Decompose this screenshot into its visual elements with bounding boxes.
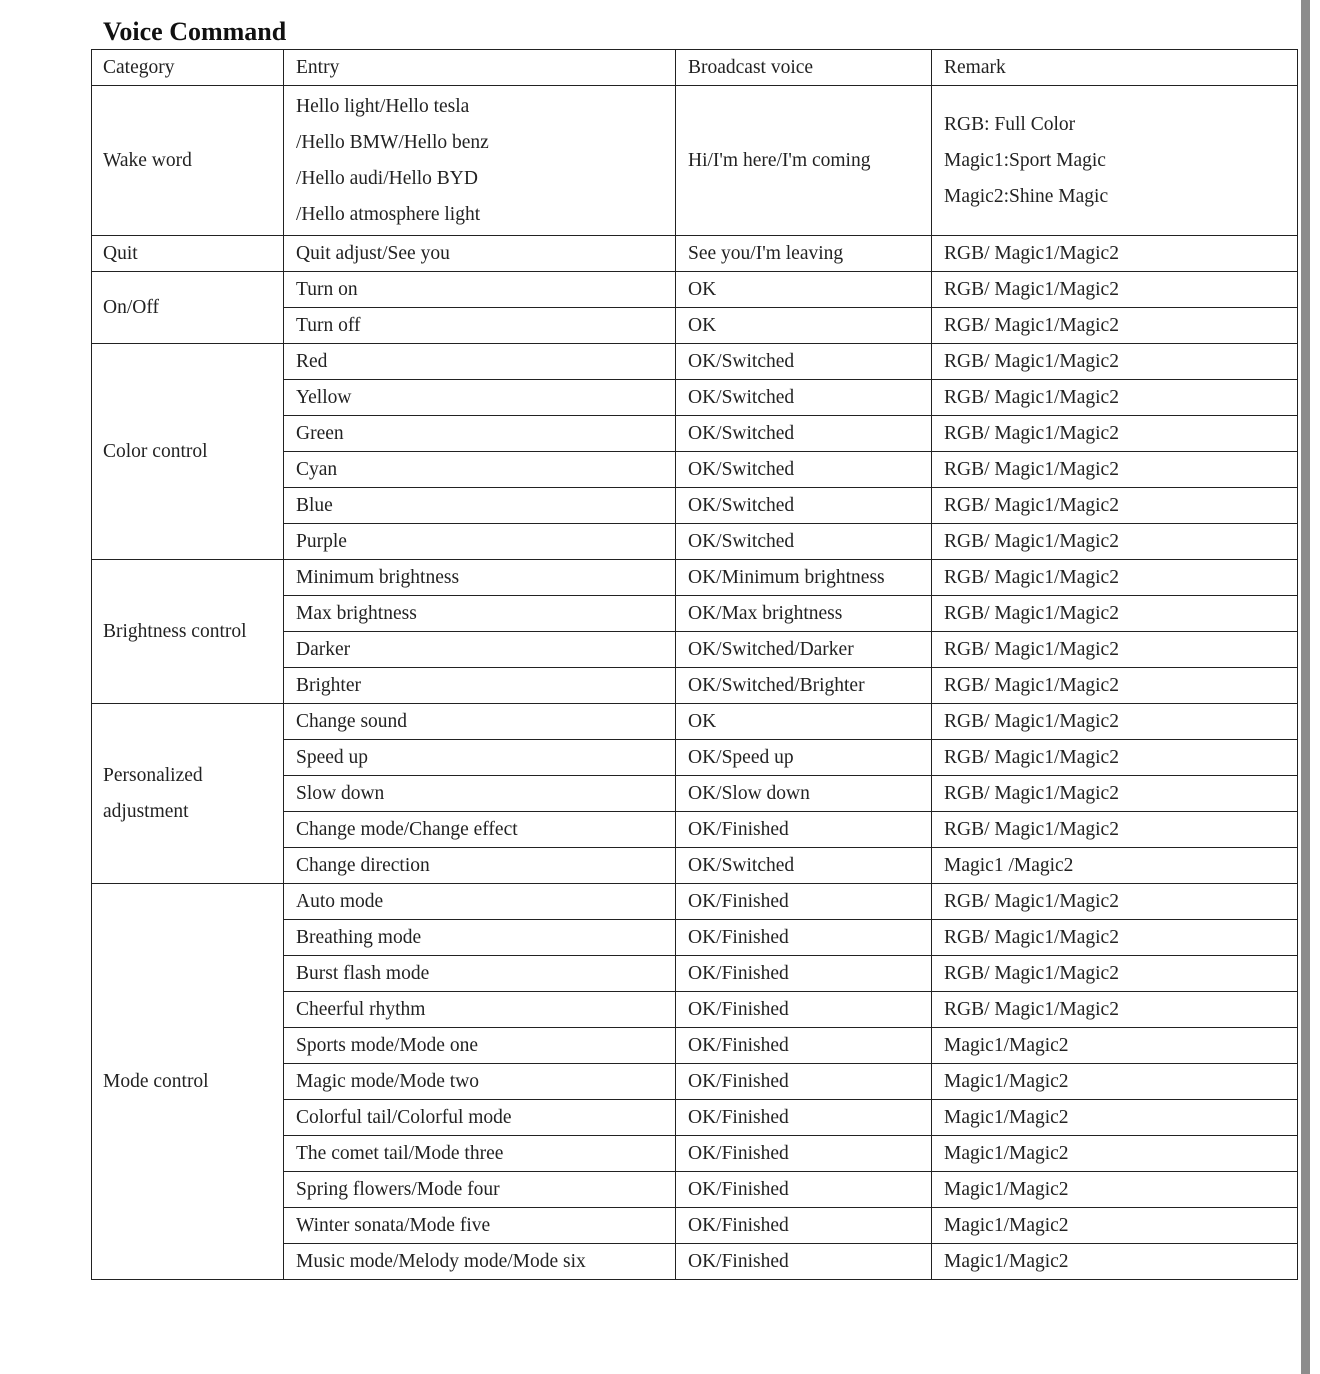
remark-cell: RGB/ Magic1/Magic2 <box>932 992 1298 1028</box>
entry-cell: Breathing mode <box>284 920 676 956</box>
remark-cell: RGB/ Magic1/Magic2 <box>932 560 1298 596</box>
entry-cell: Yellow <box>284 380 676 416</box>
remark-cell: RGB/ Magic1/Magic2 <box>932 344 1298 380</box>
document-title: Voice Command <box>103 17 287 46</box>
entry-cell: Auto mode <box>284 884 676 920</box>
remark-cell: RGB/ Magic1/Magic2 <box>932 308 1298 344</box>
broadcast-voice-cell: OK/Finished <box>676 1028 932 1064</box>
remark-cell: RGB/ Magic1/Magic2 <box>932 956 1298 992</box>
remark-line: Magic2:Shine Magic <box>944 185 1109 207</box>
remark-cell: RGB/ Magic1/Magic2 <box>932 632 1298 668</box>
broadcast-voice-cell: OK/Speed up <box>676 740 932 776</box>
broadcast-voice-cell: OK/Finished <box>676 992 932 1028</box>
entry-cell: Purple <box>284 524 676 560</box>
remark-cell: RGB/ Magic1/Magic2 <box>932 812 1298 848</box>
broadcast-voice-cell: See you/I'm leaving <box>676 236 932 272</box>
remark-cell: Magic1 /Magic2 <box>932 848 1298 884</box>
entry-cell: Music mode/Melody mode/Mode six <box>284 1244 676 1280</box>
broadcast-voice-cell: OK/Finished <box>676 1064 932 1100</box>
broadcast-voice-cell: OK/Switched/Darker <box>676 632 932 668</box>
entry-cell: Magic mode/Mode two <box>284 1064 676 1100</box>
remark-cell: RGB/ Magic1/Magic2 <box>932 596 1298 632</box>
remark-cell: RGB/ Magic1/Magic2 <box>932 668 1298 704</box>
entry-cell: Burst flash mode <box>284 956 676 992</box>
table-row <box>92 86 1298 236</box>
broadcast-voice-cell: OK/Switched <box>676 380 932 416</box>
table-row <box>92 272 1298 308</box>
remark-cell <box>932 86 1298 236</box>
remark-cell: Magic1/Magic2 <box>932 1064 1298 1100</box>
entry-line: /Hello audi/Hello BYD <box>296 167 478 189</box>
header-category: Category <box>92 50 284 86</box>
broadcast-voice-cell: OK/Switched <box>676 488 932 524</box>
remark-cell: Magic1/Magic2 <box>932 1244 1298 1280</box>
category-cell: Quit <box>92 236 284 272</box>
entry-cell: Turn off <box>284 308 676 344</box>
header-broadcast-voice: Broadcast voice <box>676 50 932 86</box>
broadcast-voice-cell: OK/Finished <box>676 920 932 956</box>
broadcast-voice-cell: OK/Finished <box>676 1136 932 1172</box>
voice-command-table <box>91 49 1298 1280</box>
entry-cell: Brighter <box>284 668 676 704</box>
remark-cell: RGB/ Magic1/Magic2 <box>932 704 1298 740</box>
table-row <box>92 704 1298 740</box>
category-cell: Mode control <box>92 884 284 1280</box>
category-line: adjustment <box>103 800 189 822</box>
remark-cell: RGB/ Magic1/Magic2 <box>932 740 1298 776</box>
entry-cell: Max brightness <box>284 596 676 632</box>
remark-cell: Magic1/Magic2 <box>932 1208 1298 1244</box>
broadcast-voice-cell: OK/Finished <box>676 1244 932 1280</box>
table-row <box>92 560 1298 596</box>
remark-cell: RGB/ Magic1/Magic2 <box>932 416 1298 452</box>
entry-cell: Slow down <box>284 776 676 812</box>
entry-line: /Hello BMW/Hello benz <box>296 131 489 153</box>
entry-cell: Spring flowers/Mode four <box>284 1172 676 1208</box>
remark-cell: RGB/ Magic1/Magic2 <box>932 272 1298 308</box>
remark-cell: RGB/ Magic1/Magic2 <box>932 380 1298 416</box>
category-cell: Wake word <box>92 86 284 236</box>
broadcast-voice-cell: OK/Switched <box>676 344 932 380</box>
broadcast-voice-cell: OK/Switched <box>676 848 932 884</box>
broadcast-voice-cell: OK/Minimum brightness <box>676 560 932 596</box>
entry-cell: Colorful tail/Colorful mode <box>284 1100 676 1136</box>
entry-cell: Quit adjust/See you <box>284 236 676 272</box>
entry-cell: Change mode/Change effect <box>284 812 676 848</box>
entry-cell: Minimum brightness <box>284 560 676 596</box>
remark-cell: Magic1/Magic2 <box>932 1028 1298 1064</box>
category-line: Personalized <box>103 764 203 786</box>
broadcast-voice-cell: OK/Finished <box>676 1100 932 1136</box>
broadcast-voice-cell: OK <box>676 704 932 740</box>
remark-cell: RGB/ Magic1/Magic2 <box>932 452 1298 488</box>
scrollbar-edge[interactable] <box>1301 0 1310 1374</box>
table-row <box>92 884 1298 920</box>
entry-line: /Hello atmosphere light <box>296 203 481 225</box>
header-remark: Remark <box>932 50 1298 86</box>
broadcast-voice-cell: OK/Switched/Brighter <box>676 668 932 704</box>
table-row <box>92 236 1298 272</box>
remark-cell: RGB/ Magic1/Magic2 <box>932 884 1298 920</box>
remark-cell: RGB/ Magic1/Magic2 <box>932 776 1298 812</box>
entry-cell: Cyan <box>284 452 676 488</box>
remark-cell: RGB/ Magic1/Magic2 <box>932 524 1298 560</box>
entry-cell: Sports mode/Mode one <box>284 1028 676 1064</box>
entry-cell: Speed up <box>284 740 676 776</box>
category-cell <box>92 704 284 884</box>
remark-cell: Magic1/Magic2 <box>932 1172 1298 1208</box>
table-row <box>92 344 1298 380</box>
category-cell: On/Off <box>92 272 284 344</box>
remark-cell: RGB/ Magic1/Magic2 <box>932 236 1298 272</box>
entry-cell: Winter sonata/Mode five <box>284 1208 676 1244</box>
entry-cell: Change direction <box>284 848 676 884</box>
entry-cell: The comet tail/Mode three <box>284 1136 676 1172</box>
category-cell: Color control <box>92 344 284 560</box>
remark-cell: Magic1/Magic2 <box>932 1136 1298 1172</box>
broadcast-voice-cell: OK <box>676 272 932 308</box>
remark-cell: Magic1/Magic2 <box>932 1100 1298 1136</box>
broadcast-voice-cell: OK/Finished <box>676 956 932 992</box>
entry-cell: Blue <box>284 488 676 524</box>
entry-line: Hello light/Hello tesla <box>296 95 470 117</box>
broadcast-voice-cell: OK/Slow down <box>676 776 932 812</box>
entry-cell: Cheerful rhythm <box>284 992 676 1028</box>
broadcast-voice-cell: OK/Finished <box>676 1172 932 1208</box>
broadcast-voice-cell: OK <box>676 308 932 344</box>
remark-line: Magic1:Sport Magic <box>944 149 1106 171</box>
entry-cell <box>284 86 676 236</box>
broadcast-voice-cell: OK/Switched <box>676 452 932 488</box>
header-entry: Entry <box>284 50 676 86</box>
category-cell: Brightness control <box>92 560 284 704</box>
remark-line: RGB: Full Color <box>944 113 1076 135</box>
broadcast-voice-cell: OK/Finished <box>676 884 932 920</box>
broadcast-voice-cell: OK/Switched <box>676 416 932 452</box>
broadcast-voice-cell: Hi/I'm here/I'm coming <box>676 86 932 236</box>
table-header-row <box>92 50 1298 86</box>
remark-cell: RGB/ Magic1/Magic2 <box>932 488 1298 524</box>
entry-cell: Green <box>284 416 676 452</box>
broadcast-voice-cell: OK/Max brightness <box>676 596 932 632</box>
entry-cell: Turn on <box>284 272 676 308</box>
broadcast-voice-cell: OK/Switched <box>676 524 932 560</box>
broadcast-voice-cell: OK/Finished <box>676 1208 932 1244</box>
entry-cell: Red <box>284 344 676 380</box>
entry-cell: Darker <box>284 632 676 668</box>
entry-cell: Change sound <box>284 704 676 740</box>
remark-cell: RGB/ Magic1/Magic2 <box>932 920 1298 956</box>
broadcast-voice-cell: OK/Finished <box>676 812 932 848</box>
